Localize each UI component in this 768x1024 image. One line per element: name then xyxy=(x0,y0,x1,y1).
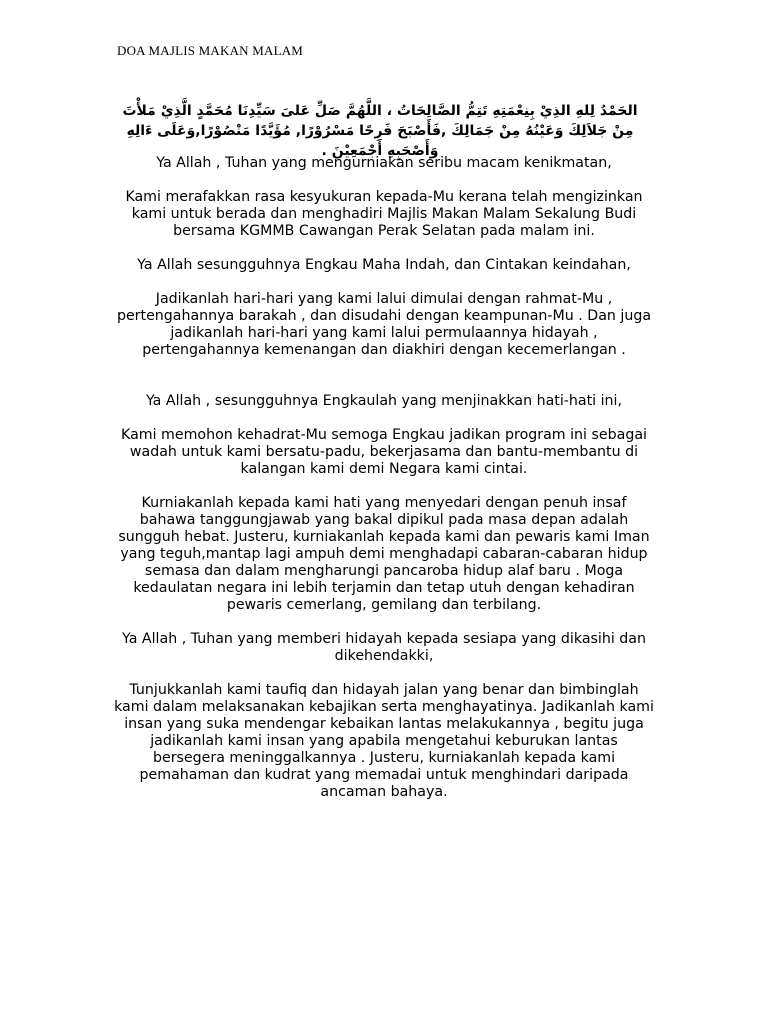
paragraph: Kami memohon kehadrat-Mu semoga Engkau jadikan program ini sebagai wadah untuk kami bersatu-padu, bekerjasama dan bantu-membantu di kalangan kami demi Negara kami cintai. xyxy=(121,427,647,477)
paragraph: Ya Allah , Tuhan yang mengurniakan seribu macam kenikmatan, xyxy=(156,155,612,171)
document-title: DOA MAJLIS MAKAN MALAM xyxy=(117,43,304,58)
paragraph: Ya Allah , sesungguhnya Engkaulah yang menjinakkan hati-hati ini, xyxy=(145,393,623,409)
paragraph: Kurniakanlah kepada kami hati yang menyedari dengan penuh insaf bahawa tanggungjawab yang bakal dipikul pada masa depan adalah sungguh hebat. Justeru, kurniakanlah kepada kami dan pewaris kami Iman yang teguh,mantap lagi ampuh demi menghadapi cabaran-cabaran hidup semasa dan dalam mengharungi pancaroba hidup alaf baru . Moga kedaulatan negara ini lebih terjamin dan tetap utuh dengan kehadiran pewaris cemerlang, gemilang dan terbilang. xyxy=(118,495,650,613)
paragraph: Kami merafakkan rasa kesyukuran kepada-Mu kerana telah mengizinkan kami untuk berada dan menghadiri Majlis Makan Malam Sekalung Budi bersama KGMMB Cawangan Perak Selatan pada malam ini. xyxy=(125,189,643,239)
paragraph: Jadikanlah hari-hari yang kami lalui dimulai dengan rahmat-Mu , pertengahannya barakah , dan disudahi dengan keampunan-Mu . Dan juga jadikanlah hari-hari yang kami lalui permulaannya hidayah , pertengahannya kemenangan dan diakhiri dengan kecemerlangan . xyxy=(116,291,652,358)
paragraph: Ya Allah sesungguhnya Engkau Maha Indah, dan Cintakan keindahan, xyxy=(137,257,631,273)
arabic-prayer: الحَمْدُ لِلهِ الذِيْ بِنِعْمَتِهِ تَتِمُّ الصَّالِحَاتُ ، اللَّهُمَّ صَلِّ عَلىَ سَيِّدِنَا مُحَمَّدٍ الَّذِيْ مَلأْتَ مِنْ جَلاَلِكَ وَعَيْنُهُ مِنْ جَمَالِكَ ,فَأَصْبَحَ فَرِحًا مَسْرُوْرًا, مُؤَيَّدًا مَنْصُوْرًا,وَعَلَى ءَالِهِ وَأَصْحَبِهِ أَجْمَعِيْنَ . xyxy=(122,103,638,159)
prayer-body xyxy=(112,155,656,818)
paragraph: Ya Allah , Tuhan yang memberi hidayah kepada sesiapa yang dikasihi dan dikehendakki, xyxy=(122,631,646,664)
paragraph: Tunjukkanlah kami taufiq dan hidayah jalan yang benar dan bimbinglah kami dalam melaksanakan kebajikan serta menghayatinya. Jadikanlah kami insan yang suka mendengar kebaikan lantas melakukannya , begitu juga jadikanlah kami insan yang apabila mengetahui keburukan lantas bersegera meninggalkannya . Justeru, kurniakanlah kepada kami pemahaman dan kudrat yang memadai untuk menghindari daripada ancaman bahaya. xyxy=(114,682,654,800)
